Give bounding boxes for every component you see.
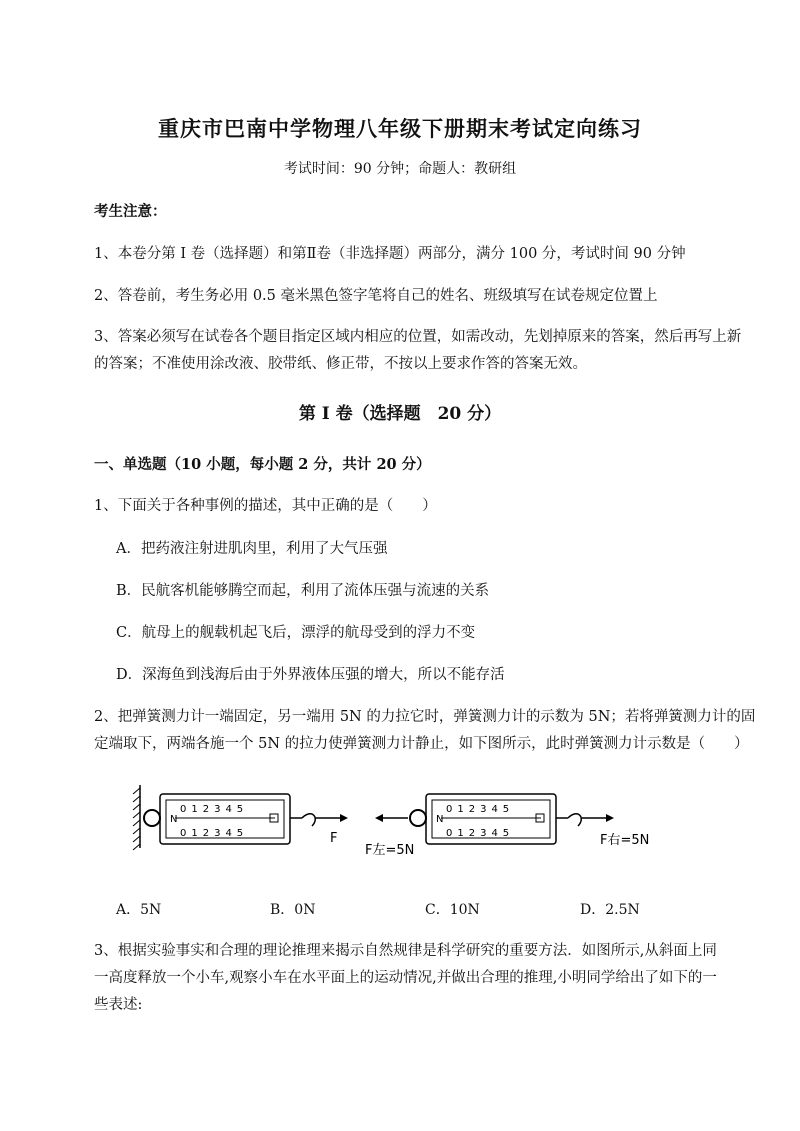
force-label-left: F左=5N [365, 843, 415, 858]
spring-scale-right [365, 794, 649, 858]
question-2-option-a: A．5N [116, 902, 162, 918]
page-title: 重庆市巴南中学物理八年级下册期末考试定向练习 [158, 116, 642, 141]
spring-scale-figure [130, 780, 670, 865]
notice-heading: 考生注意： [94, 203, 167, 220]
scale-digits-left-bottom: 012345 [180, 828, 249, 839]
question-2-stem-line-2: 定端取下，两端各施一个 5N 的拉力使弹簧测力计静止，如下图所示，此时弹簧测力计示数是（ ） [94, 736, 749, 752]
question-1-option-d: D．深海鱼到浅海后由于外界液体压强的增大，所以不能存活 [116, 667, 505, 683]
scale-digits-left-top: 012345 [180, 804, 249, 815]
question-3-line-2: 一高度释放一个小车,观察小车在水平面上的运动情况,并做出合理的推理,小明同学给出了如下的一 [94, 970, 717, 986]
scale-digits-right-top: 012345 [446, 804, 515, 815]
notice-item-3-line-1: 3、答案必须写在试卷各个题目指定区域内相应的位置，如需改动，先划掉原来的答案，然后再写上新 [94, 329, 742, 345]
notice-item-3-line-2: 的答案；不准使用涂改液、胶带纸、修正带，不按以上要求作答的答案无效。 [94, 356, 587, 372]
spring-scale-left [144, 794, 348, 846]
question-1-option-c: C．航母上的舰载机起飞后，漂浮的航母受到的浮力不变 [116, 625, 476, 641]
question-2-option-c: C．10N [425, 902, 480, 918]
notice-item-1: 1、本卷分第 I 卷（选择题）和第Ⅱ卷（非选择题）两部分，满分 100 分，考试时间 90 分钟 [94, 246, 686, 262]
question-2-stem-line-1: 2、把弹簧测力计一端固定，另一端用 5N 的力拉它时，弹簧测力计的示数为 5N；若将弹簧测力计的固 [94, 709, 756, 725]
question-3-line-3: 些表述: [94, 997, 143, 1013]
wall [133, 785, 140, 850]
force-label-f: F [330, 831, 338, 846]
question-2-option-b: B．0N [270, 902, 316, 918]
scale-unit-left: N [170, 814, 178, 825]
exam-info: 考试时间：90 分钟；命题人：教研组 [283, 161, 517, 177]
section-title: 第 I 卷（选择题 20 分） [298, 404, 502, 424]
scale-digits-right-bottom: 012345 [446, 828, 515, 839]
question-1-option-b: B．民航客机能够腾空而起，利用了流体压强与流速的关系 [116, 583, 490, 599]
part-heading: 一、单选题（10 小题，每小题 2 分，共计 20 分） [94, 456, 431, 473]
question-2-option-d: D．2.5N [580, 902, 640, 918]
scale-unit-right: N [436, 814, 444, 825]
notice-item-2: 2、答卷前，考生务必用 0.5 毫米黑色签字笔将自己的姓名、班级填写在试卷规定位置上 [94, 288, 658, 304]
question-3-line-1: 3、根据实验事实和合理的理论推理来揭示自然规律是科学研究的重要方法．如图所示,从斜面上同 [94, 943, 717, 959]
question-1-stem: 1、下面关于各种事例的描述，其中正确的是（ ） [94, 498, 437, 514]
force-label-right: F右=5N [600, 833, 650, 848]
question-1-option-a: A．把药液注射进肌肉里，利用了大气压强 [116, 541, 388, 557]
